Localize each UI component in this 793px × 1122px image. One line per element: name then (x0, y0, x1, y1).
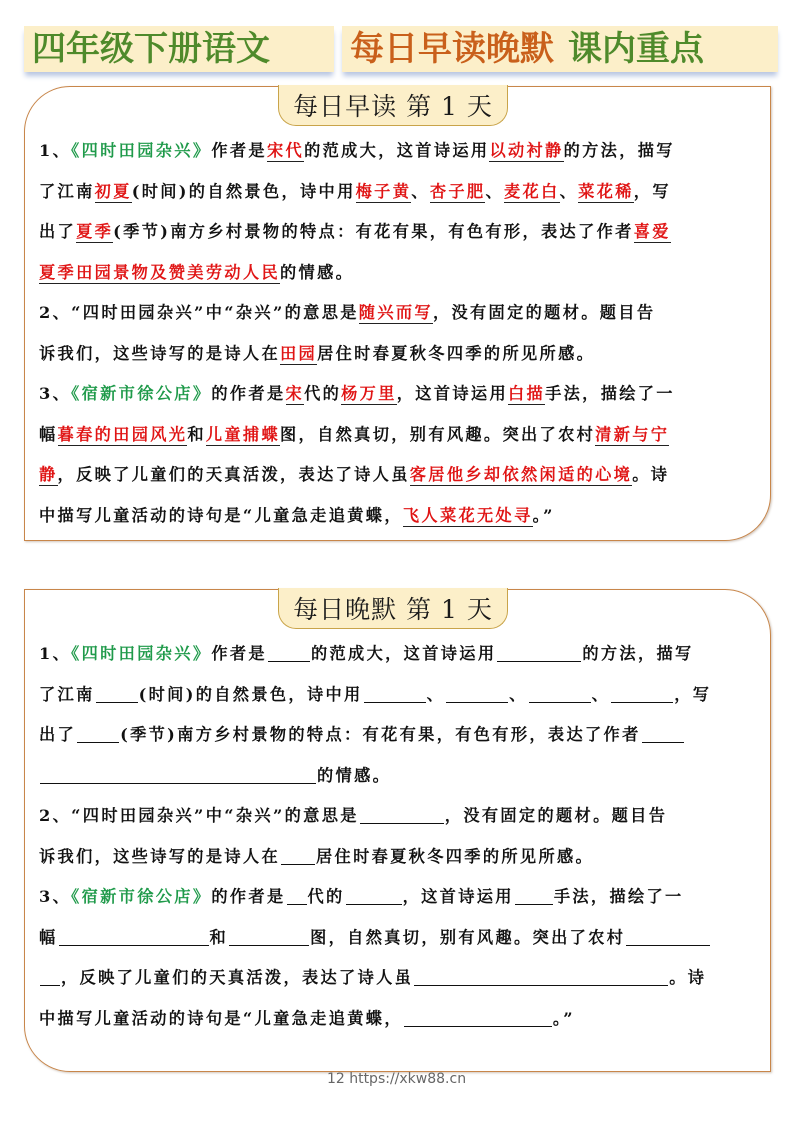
answer-text: 以动衬静 (489, 141, 564, 160)
text-segment: 的范成大，这首诗运用 (304, 141, 490, 160)
fill-in-blank[interactable] (404, 1008, 552, 1027)
answer-text: 杨万里 (341, 384, 397, 403)
poem-title: 《宿新市徐公店》 (71, 384, 212, 403)
morning-reading-panel (24, 86, 771, 541)
answer-text: 静 (39, 465, 58, 484)
text-segment: 3、 (39, 384, 72, 403)
text-segment: 手法，描绘了一 (545, 384, 675, 403)
text-segment: 作者是 (211, 644, 267, 663)
text-segment: 出了 (39, 222, 77, 241)
text-segment: 。诗 (669, 968, 707, 987)
answer-text: 宋代 (266, 141, 305, 160)
text-segment: 的作者是 (211, 384, 286, 403)
evening-dictation-tab-title: 每日晚默 第 1 天 (293, 595, 493, 624)
answer-text: 初夏 (94, 181, 132, 201)
poem-title: 《四时田园杂兴》 (71, 644, 212, 663)
text-segment: 中描写儿童活动的诗句是“儿童急走追黄蝶， (39, 1008, 403, 1028)
answer-text: 喜爱 (633, 222, 671, 241)
fill-in-blank[interactable] (346, 886, 402, 905)
text-segment: 的方法，描写 (563, 141, 675, 160)
morning-line (39, 131, 760, 172)
fill-in-blank[interactable] (281, 846, 315, 865)
text-segment: 了江南 (39, 181, 95, 201)
evening-line (39, 958, 760, 999)
evening-line (39, 634, 760, 675)
text-segment: 诉我们，这些诗写的是诗人在 (39, 846, 280, 866)
text-segment: 了江南 (39, 684, 95, 704)
morning-line (39, 415, 760, 456)
text-segment: ，反映了儿童们的天真活泼，表达了诗人虽 (61, 968, 414, 987)
text-segment: 、 (559, 181, 579, 201)
morning-line (39, 455, 760, 496)
answer-text: 白描 (508, 384, 546, 403)
text-segment: 、 (591, 684, 611, 704)
text-segment: 2、“四时田园杂兴”中“杂兴”的意思是 (39, 806, 359, 825)
evening-dictation-panel (24, 589, 771, 1072)
text-segment: 。” (552, 1008, 575, 1028)
fill-in-blank[interactable] (626, 927, 710, 946)
text-segment: 居住时春夏秋冬四季的所见所感。 (317, 343, 596, 363)
fill-in-blank[interactable] (59, 927, 209, 946)
text-segment: 幅 (39, 927, 58, 947)
answer-text: 暮春的田园风光 (57, 424, 188, 444)
text-segment: 中描写儿童活动的诗句是“儿童急走追黄蝶， (39, 505, 403, 525)
answer-text: 田园 (280, 343, 318, 363)
text-segment: 的情感。 (317, 765, 392, 785)
text-segment: 。” (532, 505, 555, 525)
morning-line (39, 374, 760, 415)
text-segment: 诉我们，这些诗写的是诗人在 (39, 343, 280, 363)
answer-text: 夏季田园景物及赞美劳动人民 (39, 262, 280, 282)
fill-in-blank[interactable] (40, 765, 316, 784)
text-segment: (季节)南方乡村景物的特点：有花有果，有色有形，表达了作者 (113, 222, 634, 241)
fill-in-blank[interactable] (360, 805, 444, 824)
answer-text: 飞人菜花无处寻 (402, 505, 533, 525)
answer-text: 宋 (285, 384, 305, 403)
text-segment: 和 (187, 424, 206, 444)
text-segment: 作者是 (211, 141, 267, 160)
text-segment: 2、“四时田园杂兴”中“杂兴”的意思是 (39, 303, 359, 322)
evening-line (39, 675, 760, 716)
text-segment: 3、 (39, 887, 72, 906)
text-segment: ，这首诗运用 (402, 887, 514, 906)
evening-line (39, 918, 760, 959)
morning-line (39, 212, 760, 253)
evening-line (39, 756, 760, 797)
morning-line (39, 172, 760, 213)
answer-text: 夏季 (76, 222, 114, 241)
text-segment: 幅 (39, 424, 58, 444)
answer-text: 麦花白 (503, 181, 560, 201)
text-segment: 的方法，描写 (582, 644, 694, 663)
banner-topic-box (342, 26, 778, 72)
fill-in-blank[interactable] (529, 684, 591, 703)
banner-grade-title: 四年级下册语文 (32, 29, 270, 69)
evening-line (39, 837, 760, 878)
text-segment: 1、 (39, 141, 72, 160)
answer-text: 菜花稀 (578, 181, 634, 201)
answer-text: 梅子黄 (355, 181, 412, 201)
evening-line (39, 877, 760, 918)
fill-in-blank[interactable] (364, 684, 426, 703)
fill-in-blank[interactable] (515, 886, 553, 905)
text-segment: 、 (411, 181, 430, 201)
poem-title: 《宿新市徐公店》 (71, 887, 212, 906)
morning-reading-tab (278, 85, 508, 126)
fill-in-blank[interactable] (497, 643, 581, 662)
morning-line (39, 253, 760, 294)
text-segment: 手法，描绘了一 (553, 887, 684, 906)
fill-in-blank[interactable] (268, 643, 310, 662)
fill-in-blank[interactable] (287, 886, 307, 905)
text-segment: 出了 (39, 725, 77, 744)
text-segment: ，反映了儿童们的天真活泼，表达了诗人虽 (57, 465, 410, 484)
text-segment: 的范成大，这首诗运用 (310, 644, 497, 663)
answer-text: 清新与宁 (595, 424, 670, 444)
evening-line (39, 999, 760, 1040)
text-segment: 图，自然真切，别有风趣。突出了农村 (280, 424, 596, 444)
text-segment: 。诗 (632, 465, 670, 484)
answer-text: 杏子肥 (429, 181, 486, 201)
text-segment: 居住时春夏秋冬四季的所见所感。 (316, 846, 595, 866)
morning-line (39, 293, 760, 334)
text-segment: ，没有固定的题材。题目告 (444, 806, 668, 825)
answer-text: 随兴而写 (358, 303, 433, 322)
evening-dictation-content (39, 634, 760, 1039)
morning-reading-tab-title: 每日早读 第 1 天 (293, 92, 493, 121)
banner-grade-box (24, 26, 334, 72)
banner-topic-subtitle: 课内重点 (568, 29, 704, 69)
morning-line (39, 334, 760, 375)
text-segment: ，没有固定的题材。题目告 (432, 303, 656, 322)
text-segment: 的情感。 (280, 262, 355, 282)
fill-in-blank[interactable] (642, 724, 684, 743)
fill-in-blank[interactable] (229, 927, 309, 946)
text-segment: 1、 (39, 644, 72, 663)
evening-line (39, 715, 760, 756)
text-segment: ，写 (633, 181, 671, 201)
banner-topic-title: 每日早读晚默 (350, 29, 554, 69)
text-segment: 的作者是 (211, 887, 286, 906)
text-segment: (时间)的自然景色，诗中用 (131, 181, 356, 201)
text-segment: 、 (426, 684, 446, 704)
poem-title: 《四时田园杂兴》 (71, 141, 212, 160)
text-segment: 图，自然真切，别有风趣。突出了农村 (310, 927, 626, 947)
text-segment: (季节)南方乡村景物的特点：有花有果，有色有形，表达了作者 (120, 725, 641, 744)
fill-in-blank[interactable] (96, 684, 138, 703)
text-segment: 代的 (307, 887, 345, 906)
fill-in-blank[interactable] (77, 724, 119, 743)
evening-line (39, 796, 760, 837)
header-banner (24, 26, 778, 72)
text-segment: ，这首诗运用 (396, 384, 508, 403)
evening-dictation-tab (278, 588, 508, 629)
morning-line (39, 496, 760, 537)
fill-in-blank[interactable] (40, 967, 60, 986)
text-segment: 代的 (304, 384, 342, 403)
answer-text: 客居他乡却依然闲适的心境 (409, 465, 633, 484)
text-segment: (时间)的自然景色，诗中用 (138, 684, 363, 704)
fill-in-blank[interactable] (414, 967, 668, 986)
page-footer: 12 https://xkw88.cn (326, 1071, 467, 1087)
answer-text: 儿童捕蝶 (205, 424, 281, 444)
text-segment: 和 (209, 927, 229, 947)
text-segment: 、 (509, 684, 528, 704)
fill-in-blank[interactable] (446, 684, 508, 703)
text-segment: ，写 (674, 684, 712, 704)
text-segment: 、 (485, 181, 504, 201)
morning-reading-content (39, 131, 760, 536)
fill-in-blank[interactable] (611, 684, 673, 703)
